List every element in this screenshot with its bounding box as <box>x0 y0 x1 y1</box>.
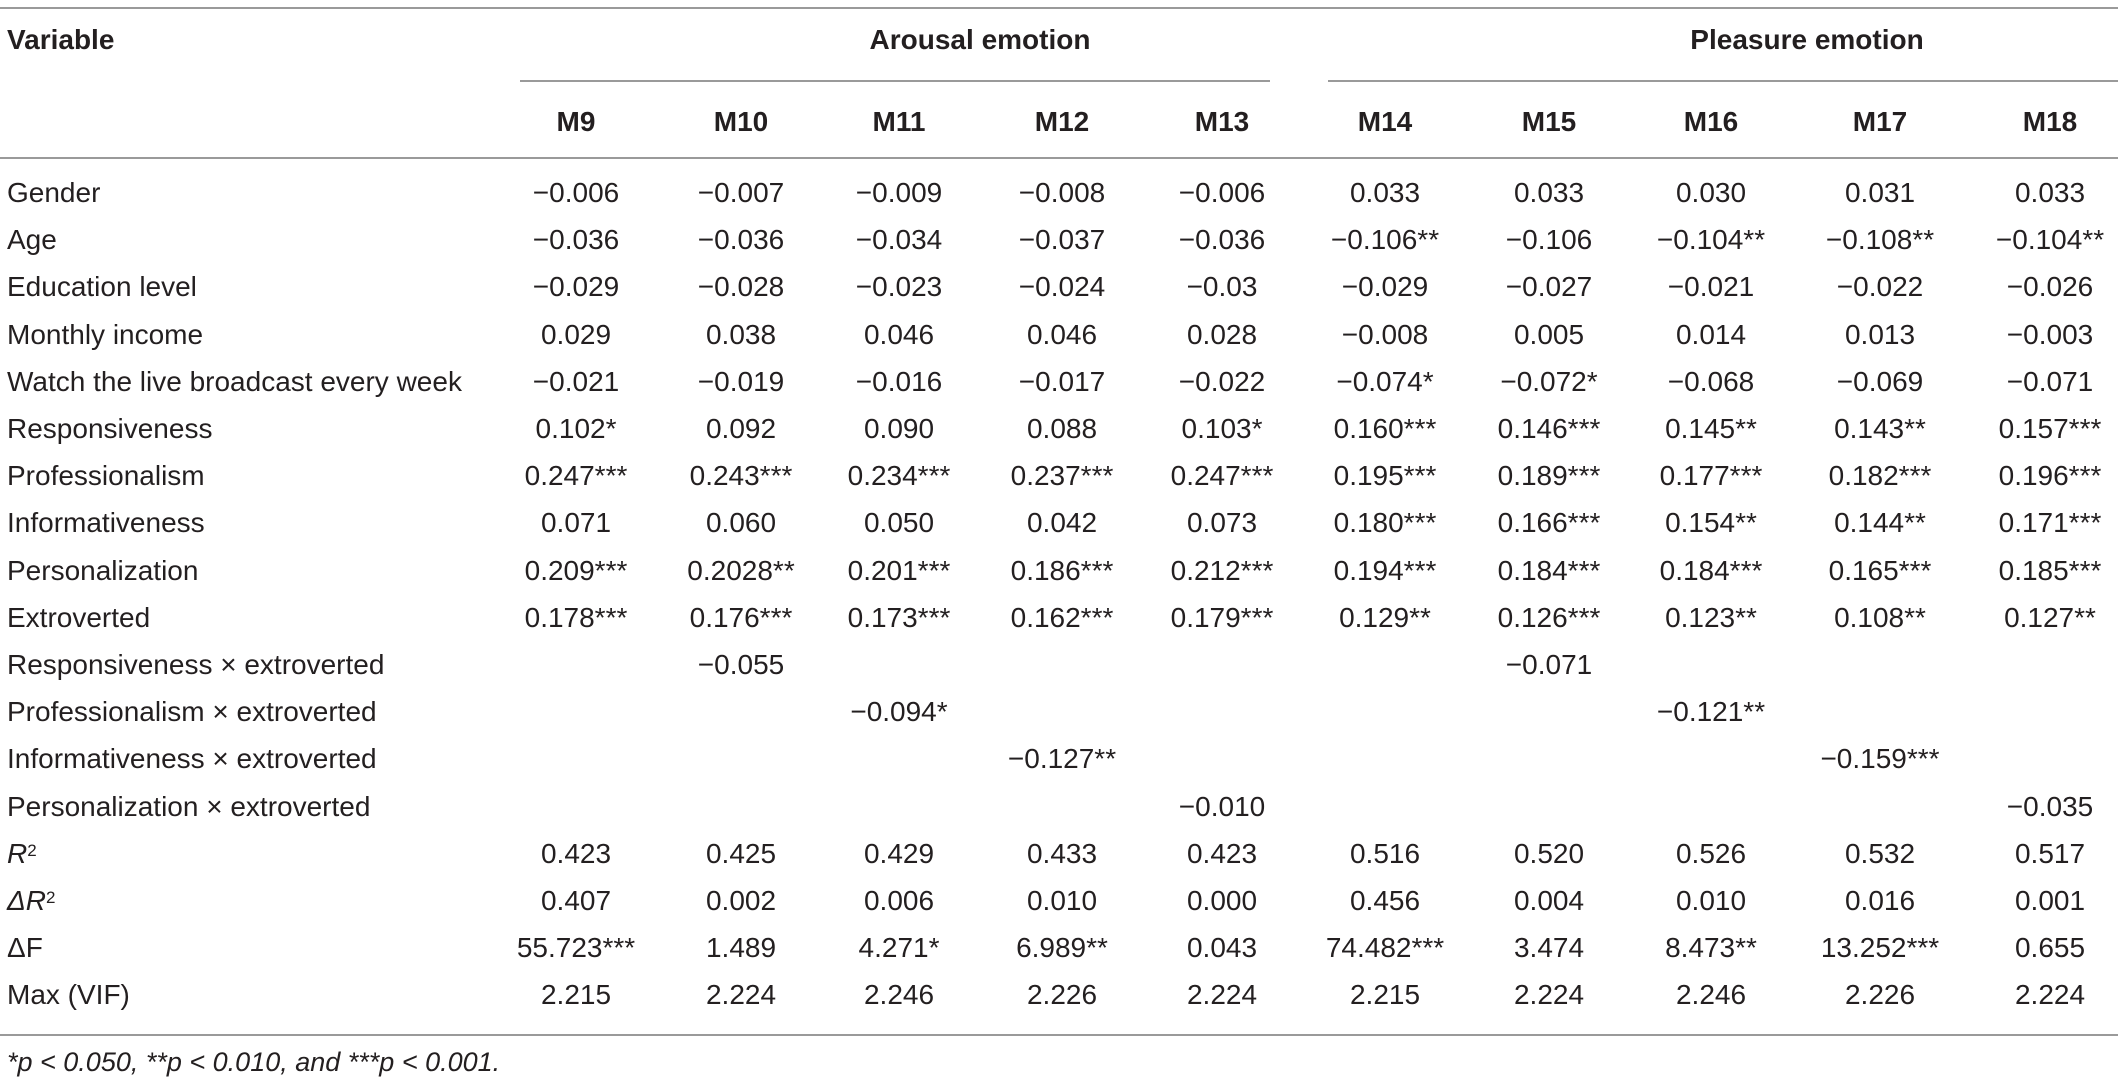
row-label <box>7 648 384 682</box>
table-cell: 0.423 <box>1186 837 1258 869</box>
table-cell: 0.046 <box>863 318 935 350</box>
table-cell: 0.655 <box>2014 932 2086 964</box>
table-cell: 0.092 <box>705 413 777 444</box>
table-cell: −0.021 <box>532 365 620 397</box>
table-cell: 0.029 <box>540 318 612 350</box>
row-label <box>7 978 130 1012</box>
row-label <box>7 365 462 399</box>
table-cell: 0.520 <box>1513 837 1585 869</box>
table-cell: 0.145** <box>1665 413 1757 444</box>
table-cell: −0.022 <box>1178 365 1266 397</box>
table-cell: 2.226 <box>1026 979 1098 1011</box>
table-cell: −0.106** <box>1330 224 1440 256</box>
table-cell: 0.173*** <box>847 601 951 633</box>
table-cell: −0.027 <box>1505 271 1593 303</box>
significance-footnote: *p < 0.050, **p < 0.010, and ***p < 0.001. <box>7 1047 501 1077</box>
table-cell: 0.247*** <box>1170 460 1274 492</box>
model-header-m14: M14 <box>1357 106 1413 137</box>
table-cell: 2.224 <box>1186 979 1258 1011</box>
table-cell: −0.023 <box>855 271 943 303</box>
table-cell: 0.195*** <box>1333 460 1437 492</box>
table-cell: −0.006 <box>1178 177 1266 208</box>
table-cell: −0.071 <box>1505 649 1593 680</box>
table-cell: −0.007 <box>697 177 785 208</box>
table-cell: −0.068 <box>1667 365 1755 397</box>
model-header-m9: M9 <box>556 106 596 137</box>
model-header-m15: M15 <box>1521 106 1577 137</box>
table-cell: −0.108** <box>1825 224 1935 256</box>
table-cell: −0.019 <box>697 365 785 397</box>
row-label <box>7 884 55 918</box>
table-cell: −0.159*** <box>1820 743 1940 775</box>
table-cell: −0.026 <box>2006 271 2094 303</box>
table-top-rule <box>0 7 2118 9</box>
table-cell: 0.157*** <box>1998 413 2102 444</box>
header-bottom-rule <box>0 157 2118 159</box>
row-label <box>7 176 100 210</box>
table-cell: 0.001 <box>2014 885 2086 916</box>
table-cell: −0.104** <box>1995 224 2105 256</box>
table-cell: 0.526 <box>1675 837 1747 869</box>
table-cell: −0.003 <box>2006 318 2094 350</box>
table-cell: 0.516 <box>1349 837 1421 869</box>
table-cell: −0.03 <box>1186 271 1258 303</box>
table-cell: −0.016 <box>855 365 943 397</box>
table-cell: −0.037 <box>1018 224 1106 256</box>
row-label-text: Education level <box>7 271 197 303</box>
table-cell: 0.006 <box>863 885 935 916</box>
table-cell: 0.000 <box>1186 885 1258 916</box>
table-cell: −0.006 <box>532 177 620 208</box>
table-cell: 0.010 <box>1026 885 1098 916</box>
table-cell: 0.186*** <box>1010 554 1114 586</box>
table-cell: 0.171*** <box>1998 507 2102 539</box>
table-cell: 0.532 <box>1844 837 1916 869</box>
table-cell: 74.482*** <box>1325 932 1445 964</box>
table-cell: −0.035 <box>2006 790 2094 822</box>
table-cell: 0.014 <box>1675 318 1747 350</box>
table-cell: 0.146*** <box>1497 413 1601 444</box>
arousal-group-rule <box>520 80 1270 82</box>
table-cell: 0.194*** <box>1333 554 1437 586</box>
table-cell: −0.104** <box>1656 224 1766 256</box>
row-label-text: Extroverted <box>7 601 151 633</box>
row-label-text: Age <box>7 224 57 256</box>
table-cell: 0.166*** <box>1497 507 1601 539</box>
table-cell: 0.013 <box>1844 318 1916 350</box>
table-cell: 0.237*** <box>1010 460 1114 492</box>
table-cell: 0.160*** <box>1333 413 1437 444</box>
row-label-text: ΔF <box>7 932 43 964</box>
table-cell: −0.071 <box>2006 365 2094 397</box>
row-label-text: Watch the live broadcast every week <box>7 365 462 397</box>
table-cell: 0.123** <box>1665 601 1757 633</box>
row-label <box>7 318 203 352</box>
table-cell: −0.017 <box>1018 365 1106 397</box>
row-label <box>7 695 377 729</box>
table-cell: 55.723*** <box>516 932 636 964</box>
table-cell: 0.154** <box>1665 507 1757 539</box>
table-cell: 0.144** <box>1834 507 1926 539</box>
table-cell: 6.989** <box>1016 932 1108 964</box>
row-label-text: Responsiveness × extroverted <box>7 649 385 680</box>
table-cell: 0.201*** <box>847 554 951 586</box>
table-cell: 0.429 <box>863 837 935 869</box>
row-label <box>7 554 198 588</box>
table-cell: −0.074* <box>1336 365 1434 397</box>
table-cell: 2.215 <box>540 979 612 1011</box>
table-cell: 1.489 <box>705 932 777 964</box>
table-cell: 0.010 <box>1675 885 1747 916</box>
row-label <box>7 601 150 635</box>
row-label <box>7 837 37 871</box>
table-cell: 0.038 <box>705 318 777 350</box>
table-cell: 0.005 <box>1513 318 1585 350</box>
model-header-m17: M17 <box>1852 106 1908 137</box>
row-label-text: Informativeness × extroverted <box>7 743 377 775</box>
table-cell: 0.033 <box>1513 177 1585 208</box>
table-cell: 0.102* <box>535 413 617 444</box>
table-cell: −0.029 <box>532 271 620 303</box>
row-label-text: Informativeness <box>7 507 205 539</box>
variable-header: Variable <box>7 24 115 55</box>
table-cell: 0.031 <box>1844 177 1916 208</box>
table-cell: 2.224 <box>1513 979 1585 1011</box>
table-cell: 0.517 <box>2014 837 2086 869</box>
table-cell: 2.224 <box>2014 979 2086 1011</box>
table-cell: 0.247*** <box>524 460 628 492</box>
model-header-m12: M12 <box>1034 106 1090 137</box>
table-cell: 8.473** <box>1665 932 1757 964</box>
table-cell: 0.165*** <box>1828 554 1932 586</box>
table-cell: 0.016 <box>1844 885 1916 916</box>
row-label-text: Responsiveness <box>7 413 213 444</box>
table-cell: 0.423 <box>540 837 612 869</box>
row-label-text: Gender <box>7 177 101 208</box>
row-label-superscript: 2 <box>46 888 56 907</box>
row-label <box>7 506 205 540</box>
row-label-text: ΔR <box>7 885 47 916</box>
table-cell: 0.050 <box>863 507 935 539</box>
table-cell: 0.243*** <box>689 460 793 492</box>
table-cell: 2.224 <box>705 979 777 1011</box>
row-label <box>7 459 205 493</box>
row-label-text: Professionalism × extroverted <box>7 696 377 728</box>
row-label-text: Personalization × extroverted <box>7 790 371 822</box>
model-header-m10: M10 <box>713 106 769 137</box>
table-cell: 3.474 <box>1513 932 1585 964</box>
table-cell: 0.189*** <box>1497 460 1601 492</box>
table-cell: 0.143** <box>1834 413 1926 444</box>
table-cell: 2.246 <box>1675 979 1747 1011</box>
table-cell: 0.209*** <box>524 554 628 586</box>
table-cell: 0.126*** <box>1497 601 1601 633</box>
table-cell: 0.184*** <box>1659 554 1763 586</box>
table-cell: −0.034 <box>855 224 943 256</box>
table-cell: 0.182*** <box>1828 460 1932 492</box>
table-cell: 0.425 <box>705 837 777 869</box>
row-label <box>7 742 377 776</box>
table-cell: 0.046 <box>1026 318 1098 350</box>
pleasure-emotion-header: Pleasure emotion <box>1690 24 1924 55</box>
table-cell: 0.162*** <box>1010 601 1114 633</box>
row-label <box>7 931 43 965</box>
table-cell: 0.028 <box>1186 318 1258 350</box>
row-label-text: Monthly income <box>7 318 204 350</box>
table-cell: 0.002 <box>705 885 777 916</box>
table-cell: 13.252*** <box>1820 932 1940 964</box>
table-cell: 0.234*** <box>847 460 951 492</box>
table-cell: −0.010 <box>1178 790 1266 822</box>
table-cell: 0.043 <box>1186 932 1258 964</box>
table-cell: 0.033 <box>1349 177 1421 208</box>
table-bottom-rule <box>0 1034 2118 1036</box>
table-cell: 2.226 <box>1844 979 1916 1011</box>
table-cell: 0.2028** <box>687 554 795 586</box>
table-cell: 0.129** <box>1339 601 1431 633</box>
table-cell: 0.212*** <box>1170 554 1274 586</box>
table-cell: −0.069 <box>1836 365 1924 397</box>
model-header-m11: M11 <box>872 106 926 137</box>
table-cell: 0.433 <box>1026 837 1098 869</box>
table-cell: −0.072* <box>1500 365 1598 397</box>
table-cell: −0.121** <box>1656 696 1766 728</box>
table-cell: 0.060 <box>705 507 777 539</box>
row-label <box>7 270 197 304</box>
table-cell: −0.028 <box>697 271 785 303</box>
table-cell: 0.196*** <box>1998 460 2102 492</box>
table-cell: 0.103* <box>1181 413 1263 444</box>
row-label-superscript: 2 <box>27 840 37 860</box>
table-cell: −0.008 <box>1341 318 1429 350</box>
table-cell: −0.094* <box>850 696 948 728</box>
table-cell: −0.024 <box>1018 271 1106 303</box>
table-cell: 0.030 <box>1675 177 1747 208</box>
table-cell: 0.456 <box>1349 885 1421 916</box>
table-cell: 0.033 <box>2014 177 2086 208</box>
table-cell: −0.055 <box>697 649 785 680</box>
table-cell: 0.127** <box>2004 601 2096 633</box>
table-cell: 0.179*** <box>1170 601 1274 633</box>
table-cell: −0.009 <box>855 177 943 208</box>
table-cell: 0.177*** <box>1659 460 1763 492</box>
model-header-m18: M18 <box>2022 106 2078 137</box>
model-header-m16: M16 <box>1683 106 1739 137</box>
table-cell: −0.036 <box>532 224 620 256</box>
table-cell: 0.071 <box>540 507 612 539</box>
arousal-emotion-header: Arousal emotion <box>869 24 1091 55</box>
table-cell: −0.029 <box>1341 271 1429 303</box>
row-label <box>7 223 57 257</box>
table-cell: −0.021 <box>1667 271 1755 303</box>
row-label-text: Max (VIF) <box>7 979 130 1011</box>
table-cell: 0.088 <box>1026 413 1098 444</box>
table-cell: −0.008 <box>1018 177 1106 208</box>
table-cell: 0.176*** <box>689 601 793 633</box>
table-cell: −0.127** <box>1007 743 1117 775</box>
table-cell: 0.407 <box>540 885 612 916</box>
table-cell: 0.004 <box>1513 885 1585 916</box>
table-cell: −0.036 <box>1178 224 1266 256</box>
table-cell: 0.090 <box>863 413 935 444</box>
table-cell: 0.108** <box>1834 601 1926 633</box>
row-label <box>7 412 212 446</box>
table-cell: −0.106 <box>1505 224 1593 256</box>
table-cell: 2.246 <box>863 979 935 1011</box>
table-cell: 0.184*** <box>1497 554 1601 586</box>
table-cell: 0.185*** <box>1998 554 2102 586</box>
model-header-m13: M13 <box>1194 106 1250 137</box>
table-cell: 2.215 <box>1349 979 1421 1011</box>
row-label <box>7 790 370 824</box>
table-cell: 4.271* <box>858 932 940 964</box>
table-cell: 0.180*** <box>1333 507 1437 539</box>
table-cell: 0.042 <box>1026 507 1098 539</box>
table-cell: −0.022 <box>1836 271 1924 303</box>
row-label-text: R <box>7 837 28 869</box>
table-cell: 0.178*** <box>524 601 628 633</box>
table-cell: −0.036 <box>697 224 785 256</box>
row-label-text: Personalization <box>7 554 199 586</box>
pleasure-group-rule <box>1328 80 2118 82</box>
table-cell: 0.073 <box>1186 507 1258 539</box>
row-label-text: Professionalism <box>7 460 205 492</box>
